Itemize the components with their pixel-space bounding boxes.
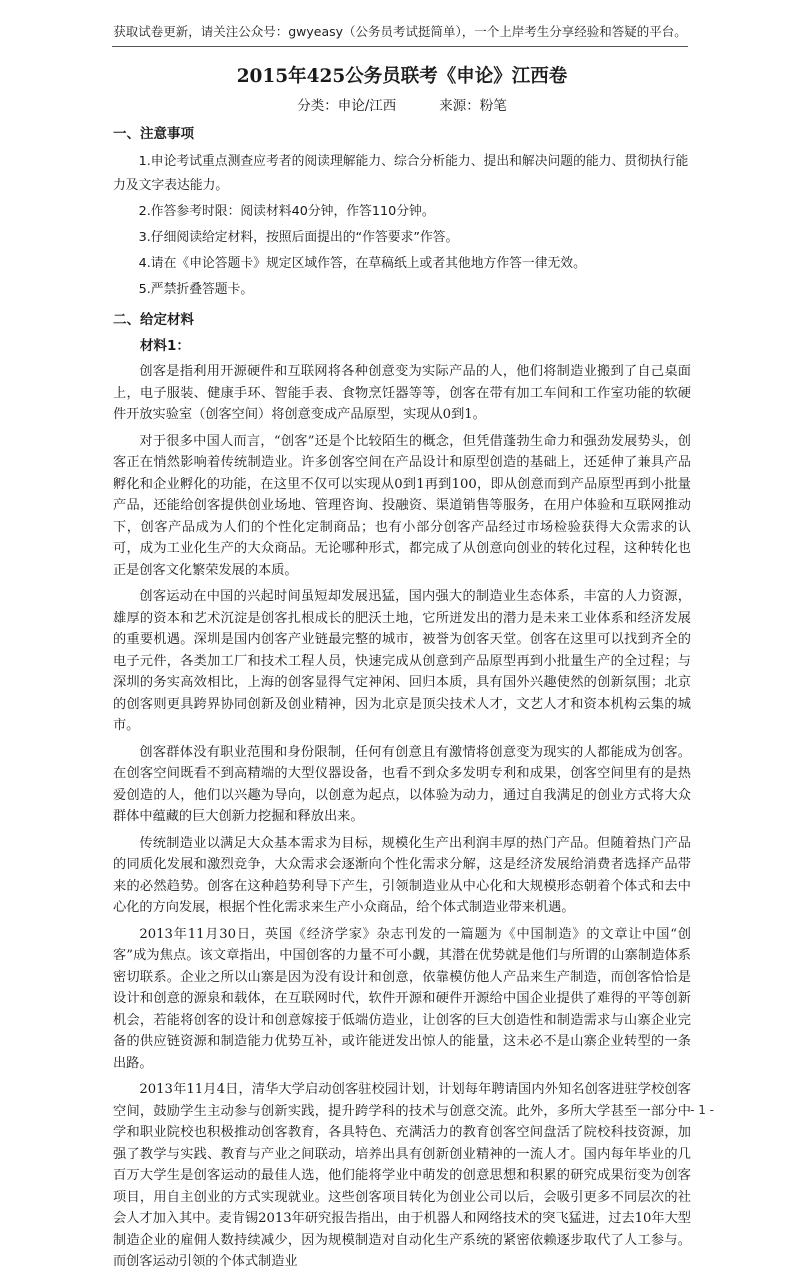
source-label: 来源：粉笔 — [439, 98, 507, 114]
material-paragraph: 创客群体没有职业范围和身份限制，任何有创意且有激情将创意变为现实的人都能成为创客。在创客空间既看不到高精端的大型仪器设备，也看不到众多发明专利和成果，创客空间里有的是热爱创造的人，他们以兴趣为导向，以创意为起点，以体验为动力，通过自我满足的创业方式将大众群体中蕴藏的巨大创新力挖掘和释放出来。 — [113, 744, 691, 824]
material-paragraph: 对于很多中国人而言，“创客”还是个比较陌生的概念，但凭借蓬勃生命力和强劲发展势头，创客正在悄然影响着传统制造业。许多创客空间在产品设计和原型创造的基础上，还延伸了兼具产品孵化和企业孵化的功能，在这里不仅可以实现从0到1再到100，即从创意而到产品原型再到小批量产品，还能给创客提供创业场地、管理咨询、投融资、渠道销售等服务，在用户体验和互联网推动下，创客产品成为人们的个性化定制商品；也有小部分创客产品经过市场检验获得大众需求的认可，成为工业化生产的大众商品。无论哪种形式，都完成了从创意向创业的转化过程，这种转化也正是创客文化繁荣发展的本质。 — [113, 433, 691, 578]
note-item: 4.请在《申论答题卡》规定区域作答，在草稿纸上或者其他地方作答一律无效。 — [138, 256, 586, 271]
material-paragraph: 2013年11月30日，英国《经济学家》杂志刊发的一篇题为《中国制造》的文章让中国“创客”成为焦点。该文章指出，中国创客的力量不可小觑，其潜在优势就是他们与所谓的山寨制造体系密切联系。企业之所以山寨是因为没有设计和创意，依靠模仿他人产品来生产制造，而创客恰恰是设计和创意的源泉和载体，在互联网时代，软件开源和硬件开源给中国企业提供了难得的平等创新机会，若能将创客的设计和创意嫁接于低端仿造业，让创客的巨大创造性和制造需求与山寨企业完备的供应链资源和制造能力优势互补，或许能迸发出惊人的能量，这未必不是山寨企业转型的一条出路。 — [113, 926, 691, 1071]
material-paragraph: 创客是指利用开源硬件和互联网将各种创意变为实际产品的人，他们将制造业搬到了自己桌面上，电子服装、健康手环、智能手表、食物烹饪器等等，创客在带有加工车间和工作室功能的软硬件开放实验室（创客空间）将创意变成产品原型，实现从0到1。 — [113, 364, 691, 422]
material-paragraph: 创客运动在中国的兴起时间虽短却发展迅猛，国内强大的制造业生态体系，丰富的人力资源，雄厚的资本和艺术沉淀是创客扎根成长的肥沃土地，它所迸发出的潜力是未来工业体系和经济发展的重要机遇。深圳是国内创客产业链最完整的城市，被誉为创客天堂。创客在这里可以找到齐全的电子元件，各类加工厂和技术工程人员，快速完成从创意到产品原型再到小批量生产的全过程；与深圳的务实高效相比，上海的创客显得气定神闲、回归本质，具有国外兴趣使然的创新氛围；北京的创客则更具跨界协同创新及创业精神，因为北京是顶尖技术人才，文艺人才和资本机构云集的城市。 — [113, 589, 691, 733]
note-item: 2.作答参考时限：阅读材料40分钟，作答110分钟。 — [138, 204, 435, 219]
material-1-label: 材料1： — [140, 338, 190, 354]
notes-list — [113, 150, 691, 302]
document-body — [113, 64, 691, 1273]
note-item: 1.申论考试重点测查应考者的阅读理解能力、综合分析能力、提出和解决问题的能力、贯彻执行能力及文字表达能力。 — [113, 154, 689, 193]
notes-heading: 一、注意事项 — [113, 126, 194, 142]
category-label: 分类：申论/江西 — [297, 98, 397, 114]
page-number: - 1 - — [690, 1103, 714, 1117]
material-paragraph: 2013年11月4日，清华大学启动创客驻校园计划，计划每年聘请国内外知名创客进驻学校创客空间，鼓励学生主动参与创新实践，提升跨学科的技术与创意交流。此外，多所大学甚至一部分中学和职业院校也积极推动创客教育，各具特色、充满活力的教育创客空间盘活了院校科技资源，加强了教学与实践、教育与产业之间联动，培养出具有创新创业精神的一流人才。国内每年毕业的几百万大学生是创客运动的最佳人选，他们能将学业中萌发的创意思想和积累的研究成果衍变为创客项目，用自主创业的方式实现就业。这些创客项目转化为创业公司以后，会吸引更多不同层次的社会人才加入其中。麦肯锡2013年研究报告指出，由于机器人和网络技术的突飞猛进，过去10年大型制造企业的雇佣人数持续减少，因为规模制造对自动化生产系统的紧密依赖逐步取代了人工参与。而创客运动引领的个体式制造业 — [113, 1082, 691, 1269]
materials-heading: 二、给定材料 — [113, 312, 194, 328]
header-divider — [112, 46, 688, 47]
note-item: 3.仔细阅读给定材料，按照后面提出的“作答要求”作答。 — [138, 230, 459, 245]
page-title: 2015年425公务员联考《申论》江西卷 — [236, 66, 568, 87]
document-meta — [113, 96, 691, 116]
header-notice: 获取试卷更新，请关注公众号：gwyeasy（公务员考试挺简单），一个上岸考生分享经验和答疑的平台。 — [113, 24, 687, 39]
note-item: 5.严禁折叠答题卡。 — [138, 282, 254, 297]
material-paragraph: 传统制造业以满足大众基本需求为目标，规模化生产出利润丰厚的热门产品。但随着热门产品的同质化发展和激烈竞争，大众需求会逐渐向个性化需求分解，这是经济发展给消费者选择产品带来的必然趋势。创客在这种趋势利导下产生，引领制造业从中心化和大规模形态朝着个体式和去中心化的方向发展，根据个性化需求来生产小众商品，给个体式制造业带来机遇。 — [113, 835, 691, 915]
